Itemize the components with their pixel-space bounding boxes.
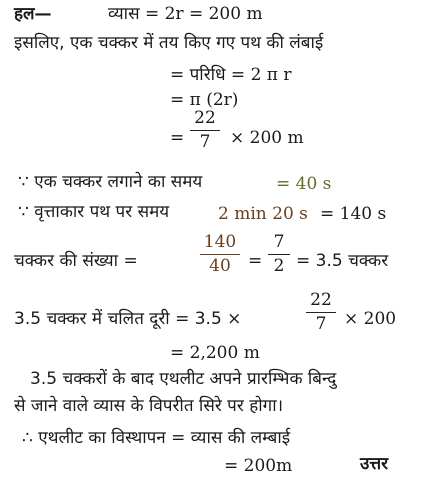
one-lap-time-value: = 40 s: [276, 174, 332, 194]
fraction-bar: [268, 254, 290, 255]
fraction-denominator: 40: [209, 256, 231, 276]
solution-label: हल—: [14, 4, 52, 24]
path-length-statement: इसलिए, एक चक्कर में तय किए गए पथ की लंबाई: [14, 33, 324, 53]
fraction-denominator: 7: [199, 132, 211, 152]
number-of-laps-label: चक्कर की संख्या =: [14, 251, 138, 271]
fraction-denominator: 2: [273, 256, 285, 276]
fraction-numerator: 22: [194, 108, 216, 128]
times-200: × 200: [344, 309, 397, 329]
diameter-line: व्यास = 2r = 200 m: [108, 4, 263, 24]
answer-label: उत्तर: [360, 454, 389, 474]
distance-in-laps-text: 3.5 चक्कर में चलित दूरी = 3.5 ×: [14, 309, 242, 329]
circumference-line: = परिधि = 2 π r: [170, 65, 292, 85]
equals-sign: =: [248, 251, 263, 271]
fraction-numerator: 22: [310, 290, 332, 310]
times-200m: × 200 m: [230, 128, 304, 148]
displacement-result: = 200m: [224, 456, 293, 476]
circular-path-time-value: 2 min 20 s: [218, 204, 308, 224]
pi-2r-line: = π (2r): [170, 90, 239, 110]
fraction-bar: [306, 312, 336, 313]
displacement-statement: ∴ एथलीट का विस्थापन = व्यास की लम्बाई: [22, 428, 291, 448]
equals-sign: =: [170, 128, 185, 148]
fraction-numerator: 140: [203, 232, 237, 252]
fraction-7-over-2: [268, 234, 290, 275]
fraction-140-over-40: [200, 234, 240, 275]
fraction-bar: [200, 254, 240, 255]
fraction-22-over-7: [306, 292, 336, 333]
distance-result: = 2,200 m: [170, 343, 260, 363]
laps-result: = 3.5 चक्कर: [296, 251, 389, 271]
athlete-position-statement-2: से जाने वाले व्यास के विपरीत सिरे पर होगा।: [14, 396, 284, 416]
fraction-denominator: 7: [315, 314, 327, 334]
fraction-bar: [190, 130, 220, 131]
athlete-position-statement-1: 3.5 चक्करों के बाद एथलीट अपने प्रारम्भिक बिन्दु: [30, 369, 337, 389]
one-lap-time-text: ∵ एक चक्कर लगाने का समय: [18, 172, 203, 192]
circular-path-time-seconds: = 140 s: [320, 204, 387, 224]
fraction-numerator: 7: [273, 232, 285, 252]
circular-path-time-text: ∵ वृत्ताकार पथ पर समय: [18, 202, 170, 222]
fraction-22-over-7: [190, 110, 220, 151]
